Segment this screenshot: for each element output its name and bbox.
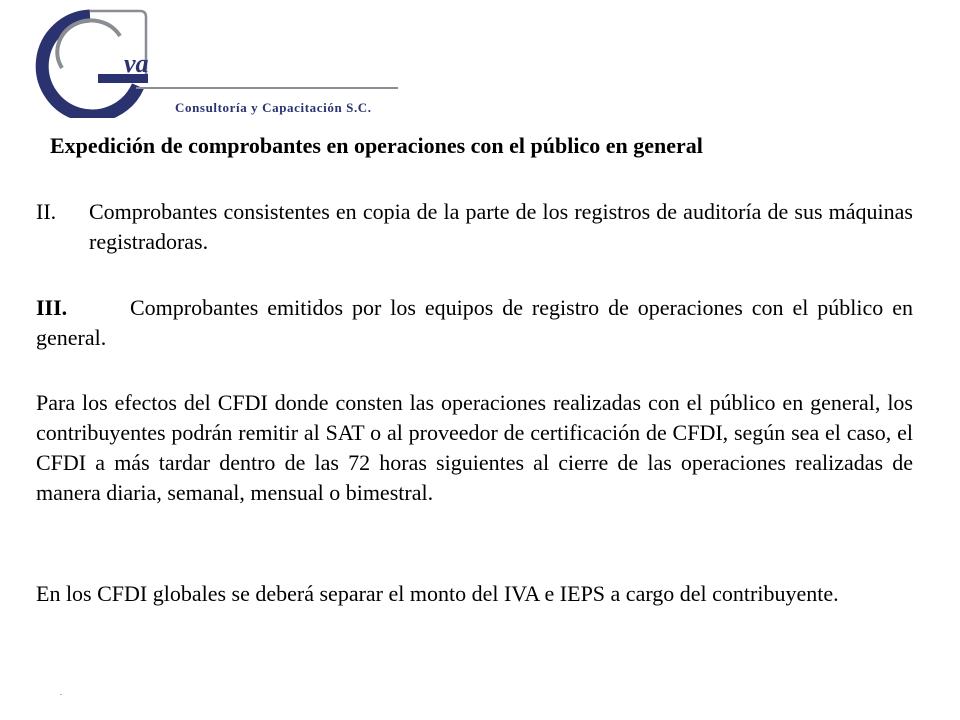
item-text: Comprobantes emitidos por los equipos de registro de operaciones con el público en general. bbox=[36, 295, 913, 350]
item-number: III. bbox=[36, 295, 68, 320]
item-number: II. bbox=[36, 199, 57, 224]
list-item bbox=[36, 197, 913, 257]
company-name: Consultoría y Capacitación S.C. bbox=[175, 100, 372, 115]
logo-mark-text: va bbox=[124, 49, 149, 78]
item-text: Comprobantes consistentes en copia de la parte de los registros de auditoría de sus máquinas registradoras. bbox=[89, 199, 913, 254]
paragraph: En los CFDI globales se deberá separar el monto del IVA e IEPS a cargo del contribuyente. bbox=[36, 581, 839, 606]
footer-mark: . bbox=[60, 688, 62, 697]
page-title: Expedición de comprobantes en operaciones con el público en general bbox=[50, 133, 703, 158]
list-item bbox=[36, 293, 913, 353]
paragraph: Para los efectos del CFDI donde consten las operaciones realizadas con el público en general, los contribuyentes podrán remitir al SAT o al proveedor de certificación de CFDI, según sea el caso, el CFDI a más tardar dentro de las 72 horas siguientes al cierre de las operaciones realizadas de manera diaria, semanal, mensual o bimestral. bbox=[36, 390, 913, 505]
company-logo bbox=[28, 8, 408, 118]
